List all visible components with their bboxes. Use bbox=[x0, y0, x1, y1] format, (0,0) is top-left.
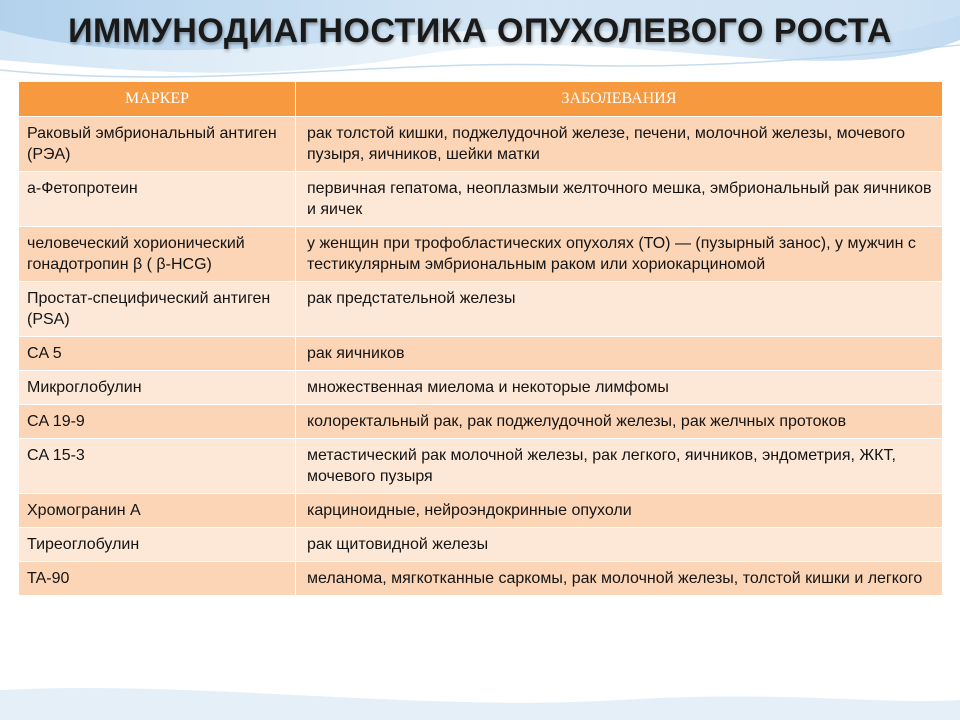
disease-cell: меланома, мягкотканные саркомы, рак молочной железы, толстой кишки и легкого bbox=[296, 562, 943, 596]
marker-cell: Простат-специфический антиген (PSA) bbox=[19, 282, 296, 337]
marker-cell: Тиреоглобулин bbox=[19, 528, 296, 562]
table-row bbox=[19, 282, 943, 337]
marker-cell: Раковый эмбриональный антиген (РЭА) bbox=[19, 117, 296, 172]
disease-cell: у женщин при трофобластических опухолях (ТО) — (пузырный занос), у мужчин с тестикулярным эмбриональным раком или хориокарциномой bbox=[296, 227, 943, 282]
disease-cell: рак толстой кишки, поджелудочной железе, печени, молочной железы, мочевого пузыря, яичников, шейки матки bbox=[296, 117, 943, 172]
marker-cell: Микроглобулин bbox=[19, 371, 296, 405]
page-title: ИММУНОДИАГНОСТИКА ОПУХОЛЕВОГО РОСТА bbox=[68, 12, 892, 50]
table-row bbox=[19, 172, 943, 227]
table-row bbox=[19, 439, 943, 494]
marker-table bbox=[18, 81, 943, 596]
table-row bbox=[19, 337, 943, 371]
disease-cell: карциноидные, нейроэндокринные опухоли bbox=[296, 494, 943, 528]
disease-cell: множественная миелома и некоторые лимфомы bbox=[296, 371, 943, 405]
marker-table-container bbox=[18, 81, 942, 596]
table-row bbox=[19, 405, 943, 439]
table-row bbox=[19, 227, 943, 282]
disease-cell: рак предстательной железы bbox=[296, 282, 943, 337]
disease-cell: колоректальный рак, рак поджелудочной железы, рак желчных протоков bbox=[296, 405, 943, 439]
table-row bbox=[19, 528, 943, 562]
table-row bbox=[19, 371, 943, 405]
header-marker: МАРКЕР bbox=[19, 82, 296, 117]
marker-cell: Хромогранин А bbox=[19, 494, 296, 528]
marker-cell: CA 15-3 bbox=[19, 439, 296, 494]
disease-cell: метастический рак молочной железы, рак легкого, яичников, эндометрия, ЖКТ, мочевого пузыря bbox=[296, 439, 943, 494]
table-row bbox=[19, 494, 943, 528]
disease-cell: рак щитовидной железы bbox=[296, 528, 943, 562]
marker-cell: TA-90 bbox=[19, 562, 296, 596]
marker-cell: a-Фетопротеин bbox=[19, 172, 296, 227]
header-diseases: ЗАБОЛЕВАНИЯ bbox=[296, 82, 943, 117]
table-header-row bbox=[19, 82, 943, 117]
marker-cell: человеческий хорионический гонадотропин β ( β-HCG) bbox=[19, 227, 296, 282]
table-row bbox=[19, 117, 943, 172]
disease-cell: рак яичников bbox=[296, 337, 943, 371]
marker-cell: CA 5 bbox=[19, 337, 296, 371]
marker-cell: CA 19-9 bbox=[19, 405, 296, 439]
disease-cell: первичная гепатома, неоплазмыи желточного мешка, эмбриональный рак яичников и яичек bbox=[296, 172, 943, 227]
table-row bbox=[19, 562, 943, 596]
